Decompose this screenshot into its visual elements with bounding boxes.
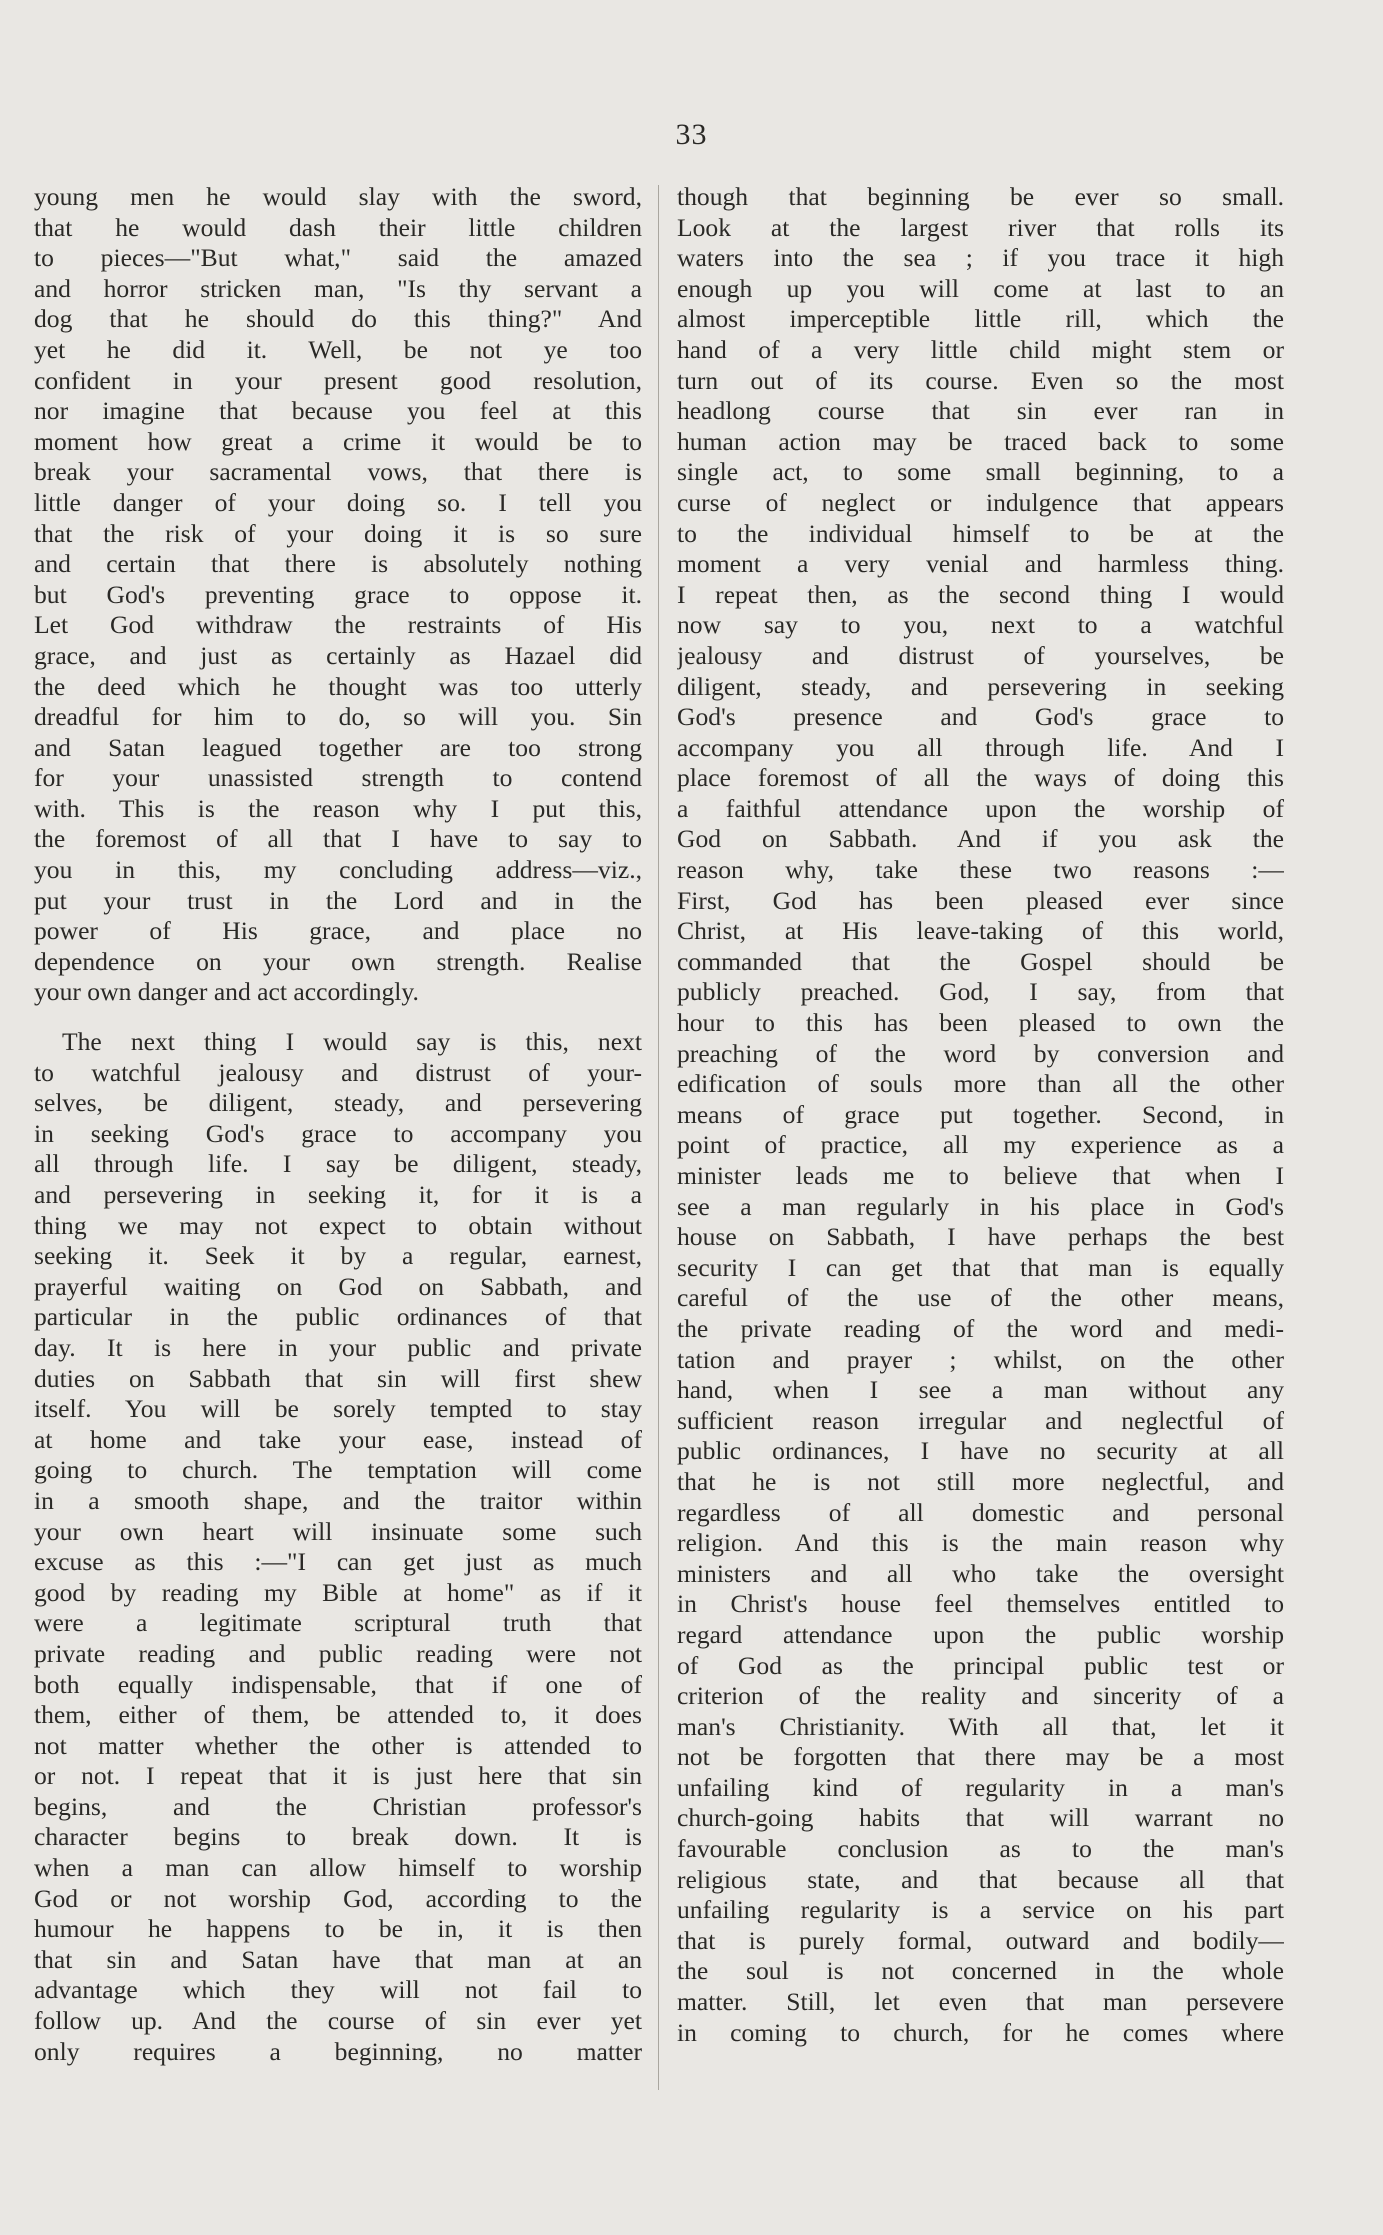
text-line: reason why, take these two reasons :— [677, 855, 1284, 885]
text-line: jealousy and distrust of yourselves, be [677, 640, 1284, 670]
text-line: First, God has been pleased ever since [677, 885, 1284, 915]
text-line: church-going habits that will warrant no [677, 1803, 1284, 1833]
text-line: excuse as this :—"I can get just as much [34, 1547, 642, 1577]
text-line: not matter whether the other is attended to [34, 1730, 642, 1760]
text-line: you in this, my concluding address—viz., [34, 855, 642, 885]
text-line: matter. Still, let even that man persevere [677, 1987, 1284, 2017]
text-line: them, either of them, be attended to, it does [34, 1700, 642, 1730]
text-line: regard attendance upon the public worship [677, 1619, 1284, 1649]
text-line: when a man can allow himself to worship [34, 1853, 642, 1883]
text-line: The next thing I would say is this, next [62, 1027, 642, 1057]
column-divider [658, 185, 659, 2090]
text-line: hour to this has been pleased to own the [677, 1008, 1284, 1038]
text-line: prayerful waiting on God on Sabbath, and [34, 1271, 642, 1301]
text-line: careful of the use of the other means, [677, 1283, 1284, 1313]
text-line: were a legitimate scriptural truth that [34, 1608, 642, 1638]
text-line: begins, and the Christian professor's [34, 1791, 642, 1821]
text-line: or not. I repeat that it is just here that sin [34, 1761, 642, 1791]
text-line: your own danger and act accordingly. [34, 977, 419, 1007]
text-line: accompany you all through life. And I [677, 732, 1284, 762]
text-line: follow up. And the course of sin ever yet [34, 2006, 642, 2036]
left-column [34, 182, 642, 2067]
text-line: house on Sabbath, I have perhaps the best [677, 1222, 1284, 1252]
text-line: that he would dash their little children [34, 212, 642, 242]
text-line: both equally indispensable, that if one of [34, 1669, 642, 1699]
text-line: God on Sabbath. And if you ask the [677, 824, 1284, 854]
paragraph-gap [34, 1008, 642, 1027]
text-line: means of grace put together. Second, in [677, 1099, 1284, 1129]
text-line: duties on Sabbath that sin will first shew [34, 1363, 642, 1393]
text-line: put your trust in the Lord and in the [34, 885, 642, 915]
text-line: only requires a beginning, no matter [34, 2036, 642, 2066]
text-line: dog that he should do this thing?" And [34, 304, 642, 334]
text-line: criterion of the reality and sincerity of a [677, 1681, 1284, 1711]
text-line: humour he happens to be in, it is then [34, 1914, 642, 1944]
text-line: that he is not still more neglectful, and [677, 1466, 1284, 1496]
paragraph [34, 1027, 642, 2067]
text-line: and certain that there is absolutely nothing [34, 549, 642, 579]
text-line: place foremost of all the ways of doing this [677, 763, 1284, 793]
text-line: not be forgotten that there may be a most [677, 1742, 1284, 1772]
text-line: in a smooth shape, and the traitor within [34, 1485, 642, 1515]
text-line: selves, be diligent, steady, and persevering [34, 1088, 642, 1118]
text-line: grace, and just as certainly as Hazael did [34, 640, 642, 670]
text-line: all through life. I say be diligent, steady, [34, 1149, 642, 1179]
text-line: for your unassisted strength to contend [34, 763, 642, 793]
text-line: that sin and Satan have that man at an [34, 1944, 642, 1974]
text-line: and Satan leagued together are too strong [34, 732, 642, 762]
text-line: to watchful jealousy and distrust of your- [34, 1057, 642, 1087]
text-line: in coming to church, for he comes where [677, 2017, 1284, 2047]
text-line: the deed which he thought was too utterly [34, 671, 642, 701]
text-line: religious state, and that because all that [677, 1864, 1284, 1894]
text-line: at home and take your ease, instead of [34, 1424, 642, 1454]
text-line: ministers and all who take the oversight [677, 1558, 1284, 1588]
text-line: hand, when I see a man without any [677, 1375, 1284, 1405]
text-line: moment a very venial and harmless thing. [677, 549, 1284, 579]
text-line: day. It is here in your public and private [34, 1332, 642, 1362]
text-line: God or not worship God, according to the [34, 1883, 642, 1913]
text-line: in Christ's house feel themselves entitled to [677, 1589, 1284, 1619]
text-line: thing we may not expect to obtain without [34, 1210, 642, 1240]
text-line: minister leads me to believe that when I [677, 1161, 1284, 1190]
text-line: preaching of the word by conversion and [677, 1038, 1284, 1068]
text-line: enough up you will come at last to an [677, 273, 1284, 303]
text-line: the soul is not concerned in the whole [677, 1956, 1284, 1986]
text-line: edification of souls more than all the other [677, 1069, 1284, 1099]
text-line: young men he would slay with the sword, [34, 182, 642, 211]
text-line: advantage which they will not fail to [34, 1975, 642, 2005]
text-line: break your sacramental vows, that there is [34, 457, 642, 487]
text-line: nor imagine that because you feel at this [34, 396, 642, 426]
text-line: unfailing regularity is a service on his part [677, 1895, 1284, 1925]
text-line: particular in the public ordinances of that [34, 1302, 642, 1332]
text-line: favourable conclusion as to the man's [677, 1834, 1284, 1864]
text-line: seeking it. Seek it by a regular, earnest, [34, 1241, 642, 1271]
text-line: going to church. The temptation will come [34, 1455, 642, 1485]
text-line: point of practice, all my experience as a [677, 1130, 1284, 1160]
text-line: the foremost of all that I have to say to [34, 824, 642, 854]
text-line: diligent, steady, and persevering in seeking [677, 671, 1284, 701]
text-line: with. This is the reason why I put this, [34, 793, 642, 823]
text-line: now say to you, next to a watchful [677, 610, 1284, 640]
text-line: in seeking God's grace to accompany you [34, 1118, 642, 1148]
text-line: to pieces—"But what," said the amazed [34, 243, 642, 273]
text-line: power of His grace, and place no [34, 916, 642, 946]
paragraph [677, 182, 1284, 2048]
text-line: that is purely formal, outward and bodily— [677, 1925, 1284, 1955]
text-line: see a man regularly in his place in God's [677, 1191, 1284, 1221]
text-line: public ordinances, I have no security at all [677, 1436, 1284, 1466]
text-line: your own heart will insinuate some such [34, 1516, 642, 1546]
text-line: and horror stricken man, "Is thy servant a [34, 273, 642, 303]
text-line: curse of neglect or indulgence that appears [677, 487, 1284, 517]
text-line: I repeat then, as the second thing I would [677, 579, 1284, 609]
text-line: commanded that the Gospel should be [677, 946, 1284, 976]
text-line: publicly preached. God, I say, from that [677, 977, 1284, 1007]
text-line: Christ, at His leave-taking of this world, [677, 916, 1284, 946]
right-column [677, 182, 1284, 2048]
text-line: God's presence and God's grace to [677, 702, 1284, 732]
text-line: religion. And this is the main reason why [677, 1528, 1284, 1558]
page-number: 33 [675, 118, 708, 151]
text-line: sufficient reason irregular and neglectful of [677, 1405, 1284, 1435]
text-line: human action may be traced back to some [677, 426, 1284, 456]
text-line: of God as the principal public test or [677, 1650, 1284, 1680]
text-line: a faithful attendance upon the worship of [677, 793, 1284, 823]
text-line: but God's preventing grace to oppose it. [34, 579, 642, 609]
text-line: Look at the largest river that rolls its [677, 212, 1284, 242]
text-line: headlong course that sin ever ran in [677, 396, 1284, 426]
text-line: little danger of your doing so. I tell you [34, 487, 642, 517]
text-line: tation and prayer ; whilst, on the other [677, 1344, 1284, 1374]
text-line: character begins to break down. It is [34, 1822, 642, 1852]
paragraph [34, 182, 642, 1008]
text-line: dependence on your own strength. Realise [34, 946, 642, 976]
text-line: unfailing kind of regularity in a man's [677, 1772, 1284, 1802]
text-line: yet he did it. Well, be not ye too [34, 334, 642, 364]
text-line: confident in your present good resolution, [34, 365, 642, 395]
text-line: the private reading of the word and medi- [677, 1313, 1284, 1343]
text-line: regardless of all domestic and personal [677, 1497, 1284, 1527]
text-line: waters into the sea ; if you trace it high [677, 243, 1284, 273]
text-line: almost imperceptible little rill, which the [677, 304, 1284, 334]
text-line: that the risk of your doing it is so sure [34, 518, 642, 548]
text-line: hand of a very little child might stem or [677, 334, 1284, 364]
text-line: single act, to some small beginning, to a [677, 457, 1284, 487]
text-line: turn out of its course. Even so the most [677, 365, 1284, 395]
text-line: private reading and public reading were not [34, 1638, 642, 1668]
text-line: itself. You will be sorely tempted to stay [34, 1394, 642, 1424]
text-line: security I can get that that man is equally [677, 1252, 1284, 1282]
text-line: Let God withdraw the restraints of His [34, 610, 642, 640]
text-line: man's Christianity. With all that, let it [677, 1711, 1284, 1741]
text-line: dreadful for him to do, so will you. Sin [34, 702, 642, 732]
text-line: and persevering in seeking it, for it is a [34, 1180, 642, 1209]
text-line: good by reading my Bible at home" as if it [34, 1577, 642, 1607]
text-line: to the individual himself to be at the [677, 518, 1284, 548]
text-line: though that beginning be ever so small. [677, 182, 1284, 211]
text-line: moment how great a crime it would be to [34, 426, 642, 456]
